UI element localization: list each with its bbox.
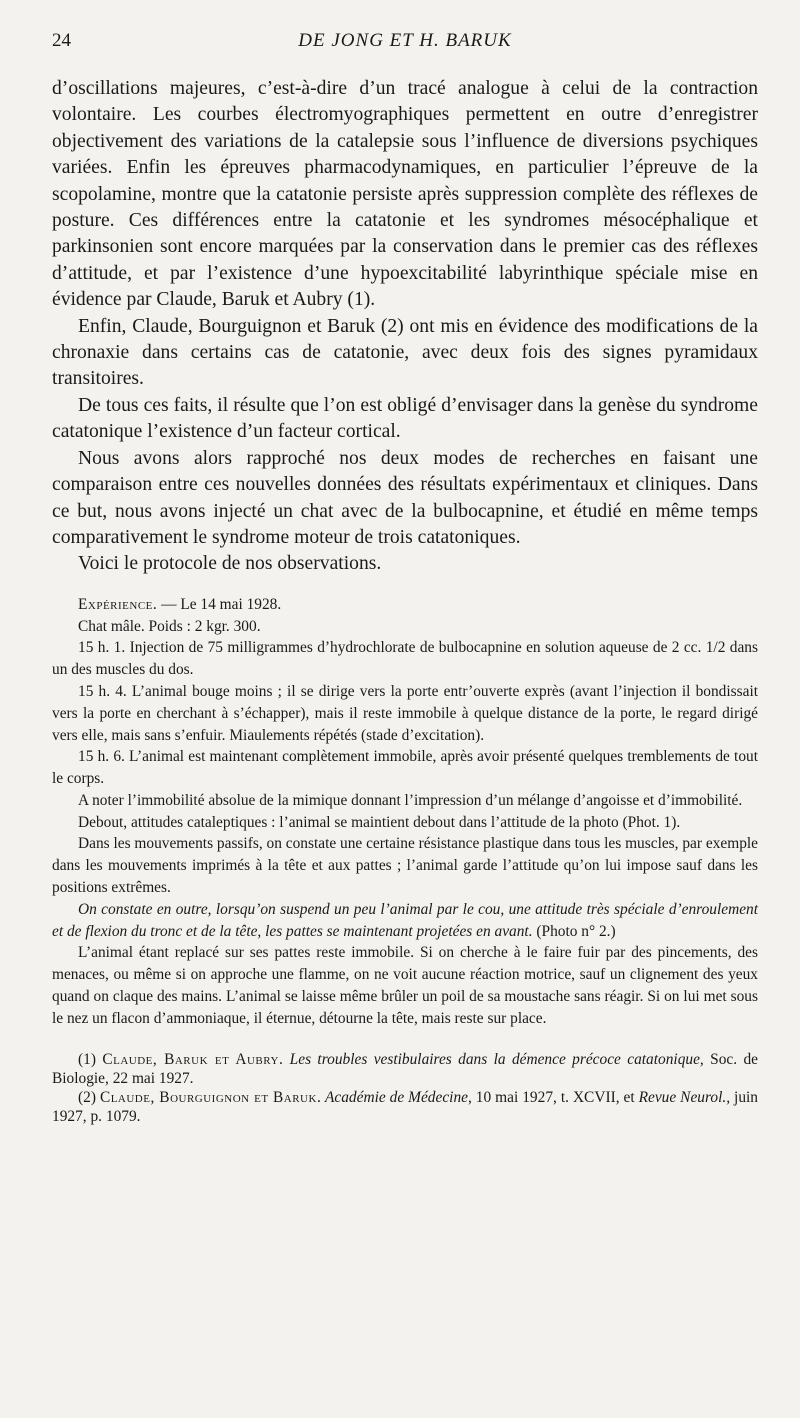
protocol-italic-paragraph bbox=[52, 899, 758, 943]
experiment-heading: Expérience. bbox=[78, 595, 158, 613]
experiment-protocol bbox=[52, 594, 758, 1030]
footnote-title: Académie de Médecine, bbox=[321, 1088, 472, 1106]
experiment-date: — Le 14 mai 1928. bbox=[157, 595, 282, 613]
body-paragraph: d’oscillations majeures, c’est-à-dire d’un tracé analogue à celui de la contraction volontaire. Les courbes électromyographiques permettent en outre d’enregistrer objectivement des variations de la catalepsie sous l’influence de diversions psychiques variées. Enfin les épreuves pharmacodynamiques, en particulier l’épreuve de la scopolamine, montre que la catatonie persiste après suppression complète des réflexes de posture. Ces différences entre la catatonie et les syndromes mésocéphalique et parkinsonien sont encore marquées par la conservation dans le premier cas des réflexes d’attitude, et par l’existence d’une hypoexcitabilité labyrinthique spéciale mise en évidence par Claude, Baruk et Aubry (1). bbox=[52, 78, 758, 311]
protocol-paragraph: 15 h. 4. L’animal bouge moins ; il se dirige vers la porte entr’ouverte exprès (avant l’injection il bondissait vers la porte en cherchant à s’échapper), mais il reste immobile à quelque distance de la porte, le regard dirigé vers elle, mais sans s’enfuir. Miaulements répétés (stade d’excitation). bbox=[52, 682, 758, 744]
footnote-source: Soc. de Biologie, 22 mai 1927. bbox=[52, 1050, 758, 1087]
footnote-title: Les troubles vestibulaires dans la démence précoce catatonique, bbox=[283, 1050, 704, 1068]
body-paragraph: Enfin, Claude, Bourguignon et Baruk (2) ont mis en évidence des modifications de la chronaxie dans certains cas de catatonie, avec deux fois des signes pyramidaux transitoires. bbox=[52, 315, 758, 390]
footnote-marker: (2) bbox=[78, 1088, 100, 1106]
footnote-source: 10 mai 1927, t. XCVII, et bbox=[471, 1088, 639, 1106]
footnote bbox=[52, 1088, 758, 1126]
protocol-paragraph: Debout, attitudes cataleptiques : l’animal se maintient debout dans l’attitude de la photo (Phot. 1). bbox=[78, 813, 681, 831]
footnote-marker: (1) bbox=[78, 1050, 103, 1068]
body-paragraph: De tous ces faits, il résulte que l’on est obligé d’envisager dans la genèse du syndrome catatonique l’existence d’un facteur cortical. bbox=[52, 394, 758, 443]
experiment-heading-line bbox=[52, 594, 758, 616]
protocol-paragraph: Dans les mouvements passifs, on constate une certaine résistance plastique dans tous les muscles, par exemple dans les mouvements imprimés à la tête et aux pattes ; l’animal garde l’attitude qu’on lui impose sauf dans les positions extrêmes. bbox=[52, 835, 758, 897]
protocol-paragraph: 15 h. 1. Injection de 75 milligrammes d’hydrochlorate de bulbocapnine en solution aqueuse de 2 cc. 1/2 dans un des muscles du dos. bbox=[52, 639, 758, 679]
footnote-title: Revue Neurol., bbox=[638, 1088, 731, 1106]
italic-observation: On constate en outre, lorsqu’on suspend un peu l’animal par le cou, une attitude très spéciale d’enroulement et de flexion du tronc et de la tête, les pattes se maintenant projetées en avant. bbox=[52, 900, 758, 940]
footnote bbox=[52, 1050, 758, 1088]
page-number: 24 bbox=[52, 30, 71, 51]
protocol-paragraph: A noter l’immobilité absolue de la mimique donnant l’impression d’un mélange d’angoisse et d’immobilité. bbox=[78, 791, 743, 809]
protocol-paragraph: L’animal étant replacé sur ses pattes reste immobile. Si on cherche à le faire fuir par des pincements, des menaces, ou même si on approche une flamme, on ne voit aucune réaction motrice, sauf un clignement des yeux quand on claque des mains. L’animal se laisse même brûler un poil de sa moustache sans réagir. Si on lui met sous le nez un flacon d’ammoniaque, il éternue, détourne la tête, mais reste sur place. bbox=[52, 944, 758, 1027]
main-text bbox=[52, 76, 758, 578]
footnote-authors: Claude, Bourguignon et Baruk. bbox=[99, 1088, 322, 1106]
body-paragraph: Voici le protocole de nos observations. bbox=[78, 553, 382, 575]
book-page bbox=[52, 30, 758, 1126]
footnote-authors: Claude, Baruk et Aubry. bbox=[102, 1050, 284, 1068]
body-paragraph: Nous avons alors rapproché nos deux modes de recherches en faisant une comparaison entre ces nouvelles données des résultats expérimentaux et cliniques. Dans ce but, nous avons injecté un chat avec de la bulbocapnine, et étudié en même temps comparativement le syndrome moteur de trois catatoniques. bbox=[52, 447, 758, 548]
footnotes bbox=[52, 1050, 758, 1126]
running-head: DE JONG ET H. BARUK bbox=[298, 30, 512, 51]
page-header bbox=[52, 30, 758, 60]
protocol-paragraph: 15 h. 6. L’animal est maintenant complètement immobile, après avoir présenté quelques tremblements de tout le corps. bbox=[52, 748, 758, 788]
footnote-source: juin 1927, p. 1079. bbox=[52, 1088, 758, 1125]
photo-reference: (Photo n° 2.) bbox=[532, 922, 616, 940]
protocol-paragraph: Chat mâle. Poids : 2 kgr. 300. bbox=[78, 617, 261, 635]
